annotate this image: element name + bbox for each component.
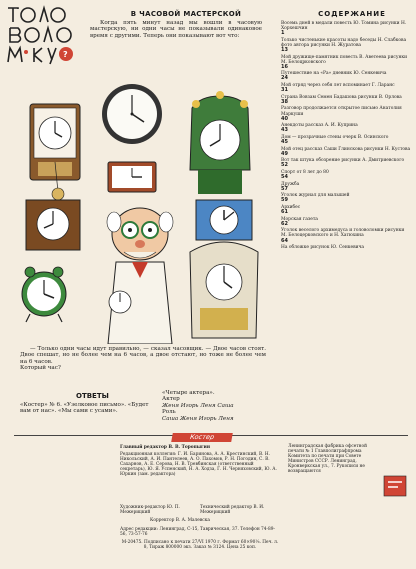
- toc-item-page: 31: [281, 87, 288, 94]
- toc-item: [281, 205, 411, 215]
- toc-item: [281, 55, 411, 70]
- toc-item-page: 61: [281, 209, 288, 216]
- answers-col1: «Костер» № 6. «Узелковое письмо». «Будет вам от нас». «Мы сами с усами».: [20, 402, 149, 415]
- toc-item-page: 43: [281, 127, 288, 134]
- imprint-publisher: Ленинградская фабрика офсетной печати № 1 Главполиграфпрома Комитета по печати при Совете Министров СССР. Ленинград, Кронверкская ул., 7. Рукописи не возвращаются: [288, 444, 367, 475]
- clock-2: [102, 84, 162, 144]
- watchmaker-figure: [107, 208, 173, 344]
- toc-item-text: Разговор продолжается открытое письмо Анатолия Маркуши: [281, 106, 402, 117]
- toc-heading: СОДЕРЖАНИЕ: [318, 10, 386, 18]
- toc-item-page: 57: [281, 185, 288, 192]
- toc-item-page: 13: [281, 46, 288, 53]
- toc-item-page: 38: [281, 98, 288, 105]
- toc-item-text: На обложке рисунок Ю. Сенкевича: [281, 245, 365, 251]
- toc-item-text: Уголок журнал для малышей: [281, 193, 350, 199]
- answers-col2-title: «Четыре актера».: [162, 390, 215, 396]
- toc-item-page: 52: [281, 162, 288, 169]
- toc-item: [281, 71, 411, 81]
- toc-item-page: 62: [281, 220, 288, 227]
- clock-3: [190, 91, 250, 194]
- toc-item-text: Только чистенькие красоты надо беседы Н. Слабкова фото автора рисунки Н. Журатова: [281, 37, 407, 48]
- imprint-print: М-20475. Подписано к печати 27/VI 1970 г. Формат 60×90⅛. Печ. л. 8, Тираж 800000 экз. Заказ № 3124. Цена 25 коп.: [121, 540, 279, 551]
- toc-item: [281, 217, 411, 227]
- toc-item-text: Морская газета: [281, 216, 318, 222]
- toc-item-text: Вот так штука обозрение рисунки А. Дмитриевского: [281, 158, 405, 164]
- toc-item-page: 45: [281, 138, 288, 145]
- answers-col2-line: Роль: [162, 409, 176, 416]
- imprint-tech: Технический редактор В. И. Межерицкий: [200, 505, 265, 516]
- toc-item: [281, 135, 411, 145]
- toc-item-text: Уголок веселого архимедуса и головоломки рисунки М. Белоцерковского и Н. Хатюхина: [281, 228, 405, 239]
- answers-heading: ОТВЕТЫ: [76, 392, 109, 400]
- article-caption: — Только одни часы идут правильно, — сказал часовщик. — Двое часов стоят. Двое спешат, но не более чем на 6 часов, а двое отстают, но тоже не более чем на 6 часов. Который час?: [20, 346, 266, 372]
- toc-item-text: Дом — прозрачные стены очерк В. Осинского: [281, 134, 389, 140]
- toc-item-text: Мой дружище-памятник повесть В. Аветеева рисунки М. Белоцрковского: [281, 54, 408, 65]
- flag-icon: [382, 472, 408, 502]
- clock-4: [108, 162, 156, 192]
- toc-item-page: 54: [281, 174, 288, 181]
- imprint-proof: Корректор В. А. Малевска: [150, 518, 210, 523]
- toc-item-text: Дружба: [281, 181, 300, 187]
- toc-item-text: Мой отряд через себя лет вспоминает Г. Ларанс: [281, 83, 395, 89]
- clocks-illustration: [20, 82, 270, 344]
- toc-item-page: 24: [281, 75, 288, 82]
- toc-item-page: 16: [281, 63, 288, 70]
- toc-item: [281, 182, 411, 192]
- imprint-chief: Главный редактор В. В. Торопыгин: [120, 445, 211, 450]
- svg-text:?: ?: [63, 50, 68, 59]
- article-intro: Когда пять минут назад мы вошли в часовую мастерскую, ни одни часы не показывали одинаковое время с другими. Теперь они показывают вот что:: [90, 20, 262, 39]
- toc-item-text: Страна Вовзам Семен Бадашова рисунки В. Орлова: [281, 94, 402, 100]
- toc-item-page: 40: [281, 115, 288, 122]
- toc-item: [281, 158, 411, 168]
- toc-item: [281, 95, 411, 105]
- toc-item: [281, 193, 411, 203]
- answers-col2-line: Женя Игорь Леня Саша: [162, 402, 234, 409]
- toc-item-text: Мой отец рассказ Саши Глинскова рисунки Н. Кустова: [281, 146, 411, 152]
- answers-col2-line: Саша Женя Игорь Леня: [162, 415, 234, 422]
- imprint-board: Редакционная коллегия: Г. И. Баринова, А. А. Крестинский, В. Н. Никольский, А. И. Пантелеев, А. О. Пахомов, Р. Н. Погодин, С. В. Сахарнов, А. Е. Серова, Н. В. Тревбинская (ответственный секретарь), Ю. Я. Успенский, Н. А. Ходза, Г. Н. Черняховский, Ю. А. Юркин (зам. редактора): [120, 452, 277, 478]
- toc-item: [281, 228, 411, 243]
- toc-item: [281, 170, 411, 180]
- toc-item-text: Путешествие на «Ра» дневник Ю. Сенкевича: [281, 71, 387, 77]
- imprint-art: Художник-редактор Ю. П. Межерицкий: [120, 505, 180, 516]
- toc-item: [281, 147, 411, 157]
- toc-list: [281, 21, 411, 252]
- magazine-logo: [4, 2, 80, 66]
- toc-item: [281, 123, 411, 133]
- toc-item: [281, 83, 411, 93]
- answers-col2: [162, 390, 278, 422]
- imprint-brand: Костер: [171, 433, 233, 442]
- toc-item-page: 59: [281, 197, 288, 204]
- toc-item-text: Архибес: [281, 205, 301, 210]
- toc-item: [281, 38, 411, 53]
- toc-item-text: Восемь дней в медали повесть Ю. Томина рисунки Н. Хорхешчин: [281, 21, 407, 32]
- article-title: В ЧАСОВОЙ МАСТЕРСКОЙ: [130, 10, 242, 18]
- clock-6: [190, 200, 258, 338]
- clock-5: [26, 200, 80, 250]
- toc-item: [281, 245, 411, 250]
- toc-item: [281, 21, 411, 36]
- answers-col2-line: Актер: [162, 396, 180, 403]
- toc-item-page: 1: [281, 30, 285, 37]
- toc-item-text: Анекдоты рассказ А. И. Куприна: [281, 123, 358, 129]
- clock-7: [22, 267, 66, 322]
- toc-item: [281, 106, 411, 121]
- toc-item-text: Спорт от 8 лет до 80: [281, 169, 329, 175]
- clock-1: [30, 104, 80, 200]
- imprint-address: Адрес редакции: Ленинград, С-15, Таврическая, 37. Телефон 74-89-56, 73-57-76: [120, 527, 275, 538]
- toc-item-page: 64: [281, 237, 288, 244]
- toc-item-page: 49: [281, 150, 288, 157]
